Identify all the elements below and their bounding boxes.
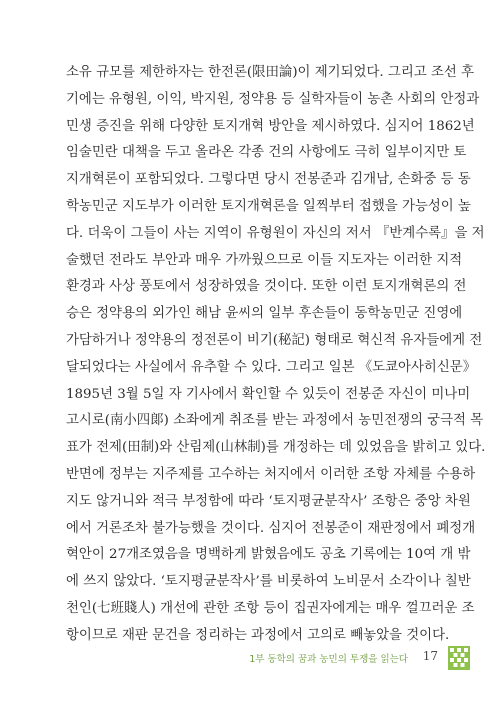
body-line: 천인(七班賤人) 개선에 관한 조항 등이 집권자에게는 매우 껄끄러운 조 <box>66 600 475 616</box>
body-line: 혁안이 27개조였음을 명백하게 밝혔음에도 공초 기록에는 10여 개 밖 <box>66 547 471 563</box>
body-line: 다. 더욱이 그들이 사는 지역이 유형원이 자신의 저서 『반계수록』을 저 <box>66 225 485 241</box>
body-line: 기에는 유형원, 이익, 박지원, 정약용 등 실학자들이 농촌 사회의 안정과 <box>66 91 480 107</box>
running-head: 1부 동학의 꿈과 농민의 투쟁을 읽는다 <box>249 654 408 665</box>
body-line: 학농민군 지도부가 이러한 토지개혁론을 일찍부터 접했을 가능성이 높 <box>66 198 471 214</box>
body-line: 가담하거나 정약용의 정전론이 비기(秘記) 형태로 혁신적 유자들에게 전 <box>66 332 483 348</box>
body-line: 지개혁론이 포함되었다. 그렇다면 당시 전봉준과 김개남, 손화중 등 동 <box>66 172 471 188</box>
body-text <box>66 60 486 650</box>
body-line: 승은 정약용의 외가인 해남 윤씨의 일부 후손들이 동학농민군 진영에 <box>66 306 463 322</box>
body-line: 환경과 사상 풍토에서 성장하였을 것이다. 또한 이런 토지개혁론의 전 <box>66 279 467 295</box>
green-pattern-ornament-icon <box>448 646 470 670</box>
body-line: 민생 증진을 위해 다양한 토지개혁 방안을 제시하였다. 심지어 1862년 <box>66 118 475 134</box>
body-line: 1895년 3월 5일 자 기사에서 확인할 수 있듯이 전봉준 자신이 미나미 <box>66 386 471 402</box>
body-line: 표가 전제(田制)와 산림제(山林制)를 개정하는 데 있었음을 밝히고 있다. <box>66 440 486 456</box>
body-line: 임술민란 대책을 두고 올라온 각종 건의 사항에도 극히 일부이지만 토 <box>66 145 467 161</box>
body-line: 항이므로 재판 문건을 정리하는 과정에서 고의로 빼놓았을 것이다. <box>66 627 450 643</box>
body-line: 지도 않거니와 적극 부정함에 따라 ‘토지평균분작사’ 조항은 중앙 차원 <box>66 493 471 509</box>
body-line: 술했던 전라도 부안과 매우 가까웠으므로 이들 지도자는 이러한 지적 <box>66 252 463 268</box>
body-line: 고시로(南小四郞) 소좌에게 취조를 받는 과정에서 농민전쟁의 궁극적 목 <box>66 413 484 429</box>
page-number: 17 <box>422 649 438 663</box>
body-line: 에 쓰지 않았다. ‘토지평균분작사’를 비롯하여 노비문서 소각이나 칠반 <box>66 574 471 590</box>
body-line: 달되었다는 사실에서 유추할 수 있다. 그리고 일본 《도쿄아사히신문》 <box>66 359 477 375</box>
page-footer <box>230 650 470 668</box>
body-line: 에서 거론조차 불가능했을 것이다. 심지어 전봉준이 재판정에서 폐정개 <box>66 520 476 536</box>
body-line: 소유 규모를 제한하자는 한전론(限田論)이 제기되었다. 그리고 조선 후 <box>66 65 475 80</box>
body-line: 반면에 정부는 지주제를 고수하는 처지에서 이러한 조항 자체를 수용하 <box>66 466 476 482</box>
